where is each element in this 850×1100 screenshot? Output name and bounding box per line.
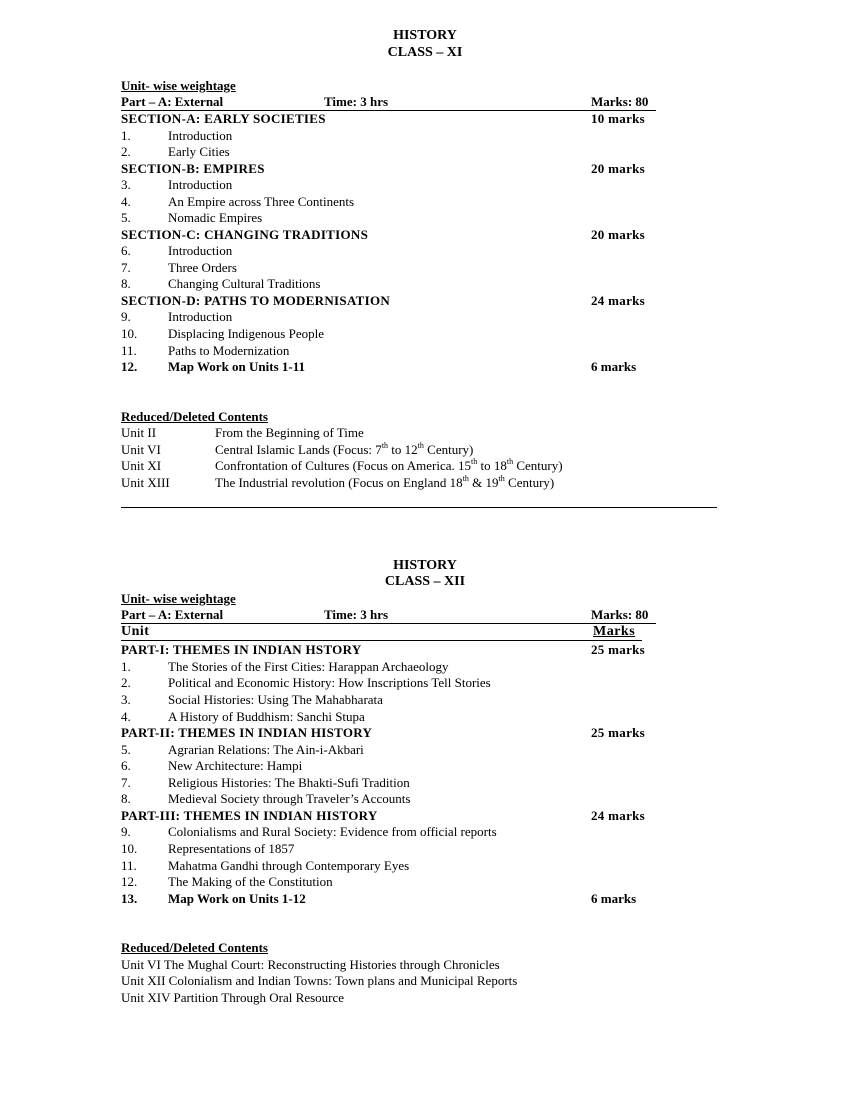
- section-title: SECTION-D: PATHS TO MODERNISATION: [121, 293, 391, 308]
- item-text: Representations of 1857: [168, 841, 295, 856]
- reduced-text: The Industrial revolution (Focus on England 18th & 19th Century): [215, 473, 555, 490]
- item-text: Mahatma Gandhi through Contemporary Eyes: [168, 858, 410, 873]
- xi-title: HISTORY: [393, 28, 457, 43]
- item-number: 8.: [121, 791, 131, 806]
- item-number: 2.: [121, 144, 131, 159]
- xi-weightage-label: Unit- wise weightage: [121, 78, 236, 93]
- part-marks: 25 marks: [591, 725, 646, 740]
- item-number: 5.: [121, 210, 131, 225]
- xi-section-c: [121, 227, 656, 243]
- section-title: SECTION-B: EMPIRES: [121, 161, 265, 176]
- item-number: 1.: [121, 128, 131, 143]
- item-text: Introduction: [168, 177, 233, 192]
- item-text: The Making of the Constitution: [168, 874, 333, 889]
- section-marks: 10 marks: [591, 111, 646, 126]
- part-marks: 25 marks: [591, 642, 646, 657]
- list-item: [121, 309, 656, 325]
- item-number: 4.: [121, 709, 131, 724]
- list-item: [121, 675, 656, 691]
- item-text: The Stories of the First Cities: Harappan Archaeology: [168, 659, 449, 674]
- xii-map-work: [121, 891, 656, 907]
- item-number: 10.: [121, 841, 138, 856]
- list-item: [121, 243, 656, 259]
- xi-part-label: Part – A: External: [121, 94, 224, 109]
- item-text: An Empire across Three Continents: [168, 194, 355, 209]
- xi-reduced-title: Reduced/Deleted Contents: [121, 409, 268, 424]
- item-number: 13.: [121, 891, 138, 906]
- list-item: [121, 775, 656, 791]
- list-item: [121, 177, 656, 193]
- item-text: Religious Histories: The Bhakti-Sufi Tradition: [168, 775, 410, 790]
- reduced-row: Unit VI The Mughal Court: Reconstructing Histories through Chronicles: [121, 957, 500, 972]
- xii-marks-label: Marks: 80: [591, 607, 649, 622]
- item-text: Introduction: [168, 309, 233, 324]
- reduced-unit: Unit II: [121, 425, 157, 440]
- xii-time-label: Time: 3 hrs: [324, 607, 389, 622]
- reduced-unit: Unit XI: [121, 458, 162, 473]
- item-number: 5.: [121, 742, 131, 757]
- item-number: 4.: [121, 194, 131, 209]
- xii-class-heading: CLASS – XII: [384, 574, 466, 589]
- part-title: PART-I: THEMES IN INDIAN HSTORY: [121, 642, 362, 657]
- list-item: [121, 824, 656, 840]
- item-text: Paths to Modernization: [168, 343, 290, 358]
- item-text: Nomadic Empires: [168, 210, 263, 225]
- list-item: [121, 791, 656, 807]
- item-text: Agrarian Relations: The Ain-i-Akbari: [168, 742, 364, 757]
- list-item: [121, 692, 656, 708]
- xi-class-heading: CLASS – XI: [387, 45, 463, 60]
- item-number: 7.: [121, 260, 131, 275]
- item-text: A History of Buddhism: Sanchi Stupa: [168, 709, 365, 724]
- item-text: Displacing Indigenous People: [168, 326, 324, 341]
- xi-section-a: [121, 111, 656, 127]
- item-number: 3.: [121, 692, 131, 707]
- xi-section-b: [121, 161, 656, 177]
- reduced-text: Central Islamic Lands (Focus: 7th to 12th Century): [215, 440, 474, 457]
- section-marks: 24 marks: [591, 293, 646, 308]
- section-marks: 20 marks: [591, 227, 646, 242]
- xi-time-label: Time: 3 hrs: [324, 94, 389, 109]
- xii-weightage-label: Unit- wise weightage: [121, 591, 236, 606]
- item-number: 3.: [121, 177, 131, 192]
- xi-section-d: [121, 293, 656, 309]
- reduced-row: Unit XIV Partition Through Oral Resource: [121, 990, 345, 1005]
- item-number: 6.: [121, 758, 131, 773]
- list-item: [121, 276, 656, 292]
- part-marks: 6 marks: [591, 891, 637, 906]
- item-text: Map Work on Units 1-12: [168, 891, 306, 906]
- xii-unit-marks-header: [121, 624, 642, 641]
- list-item: [121, 210, 656, 226]
- item-number: 6.: [121, 243, 131, 258]
- item-number: 10.: [121, 326, 138, 341]
- item-text: Social Histories: Using The Mahabharata: [168, 692, 383, 707]
- reduced-text: From the Beginning of Time: [215, 425, 364, 440]
- section-divider: [121, 507, 717, 508]
- reduced-row: Unit XII Colonialism and Indian Towns: Town plans and Municipal Reports: [121, 973, 518, 988]
- section-marks: 6 marks: [591, 359, 637, 374]
- item-number: 11.: [121, 343, 137, 358]
- xii-title: HISTORY: [393, 558, 457, 573]
- item-number: 12.: [121, 359, 138, 374]
- item-text: Three Orders: [168, 260, 237, 275]
- list-item: [121, 709, 656, 725]
- item-text: Political and Economic History: How Inscriptions Tell Stories: [168, 675, 491, 690]
- xi-marks-label: Marks: 80: [591, 94, 649, 109]
- list-item: [121, 874, 656, 890]
- item-number: 7.: [121, 775, 131, 790]
- xii-part-2: [121, 725, 656, 741]
- list-item: [121, 326, 656, 342]
- item-text: Introduction: [168, 128, 233, 143]
- reduced-text: Confrontation of Cultures (Focus on America. 15th to 18th Century): [215, 456, 563, 473]
- reduced-unit: Unit VI: [121, 442, 161, 457]
- list-item: [121, 194, 656, 210]
- xii-part-1: [121, 642, 656, 658]
- item-number: 8.: [121, 276, 131, 291]
- item-number: 11.: [121, 858, 137, 873]
- item-text: Colonialisms and Rural Society: Evidence from official reports: [168, 824, 497, 839]
- list-item: [121, 144, 656, 160]
- xii-part-label: Part – A: External: [121, 607, 224, 622]
- item-number: 1.: [121, 659, 131, 674]
- item-text: Medieval Society through Traveler’s Accounts: [168, 791, 411, 806]
- xi-map-work: [121, 359, 656, 375]
- marks-column-header: Marks: [593, 624, 636, 639]
- section-title: SECTION-A: EARLY SOCIETIES: [121, 111, 326, 126]
- list-item: [121, 659, 656, 675]
- part-title: PART-III: THEMES IN INDIAN HISTORY: [121, 808, 378, 823]
- item-text: Map Work on Units 1-11: [168, 359, 306, 374]
- unit-column-header: Unit: [121, 624, 150, 639]
- item-text: Early Cities: [168, 144, 230, 159]
- part-title: PART-II: THEMES IN INDIAN HISTORY: [121, 725, 373, 740]
- reduced-unit: Unit XIII: [121, 475, 170, 490]
- section-title: SECTION-C: CHANGING TRADITIONS: [121, 227, 369, 242]
- part-marks: 24 marks: [591, 808, 646, 823]
- item-number: 9.: [121, 309, 131, 324]
- item-number: 12.: [121, 874, 138, 889]
- list-item: [121, 758, 656, 774]
- list-item: [121, 343, 656, 359]
- list-item: [121, 841, 656, 857]
- item-text: Introduction: [168, 243, 233, 258]
- section-marks: 20 marks: [591, 161, 646, 176]
- item-text: Changing Cultural Traditions: [168, 276, 321, 291]
- item-number: 9.: [121, 824, 131, 839]
- list-item: [121, 742, 656, 758]
- list-item: [121, 128, 656, 144]
- xi-part-header: [121, 94, 656, 111]
- xii-part-3: [121, 808, 656, 824]
- item-number: 2.: [121, 675, 131, 690]
- list-item: [121, 858, 656, 874]
- list-item: [121, 260, 656, 276]
- xii-part-header: [121, 607, 656, 624]
- item-text: New Architecture: Hampi: [168, 758, 303, 773]
- xii-reduced-title: Reduced/Deleted Contents: [121, 940, 268, 955]
